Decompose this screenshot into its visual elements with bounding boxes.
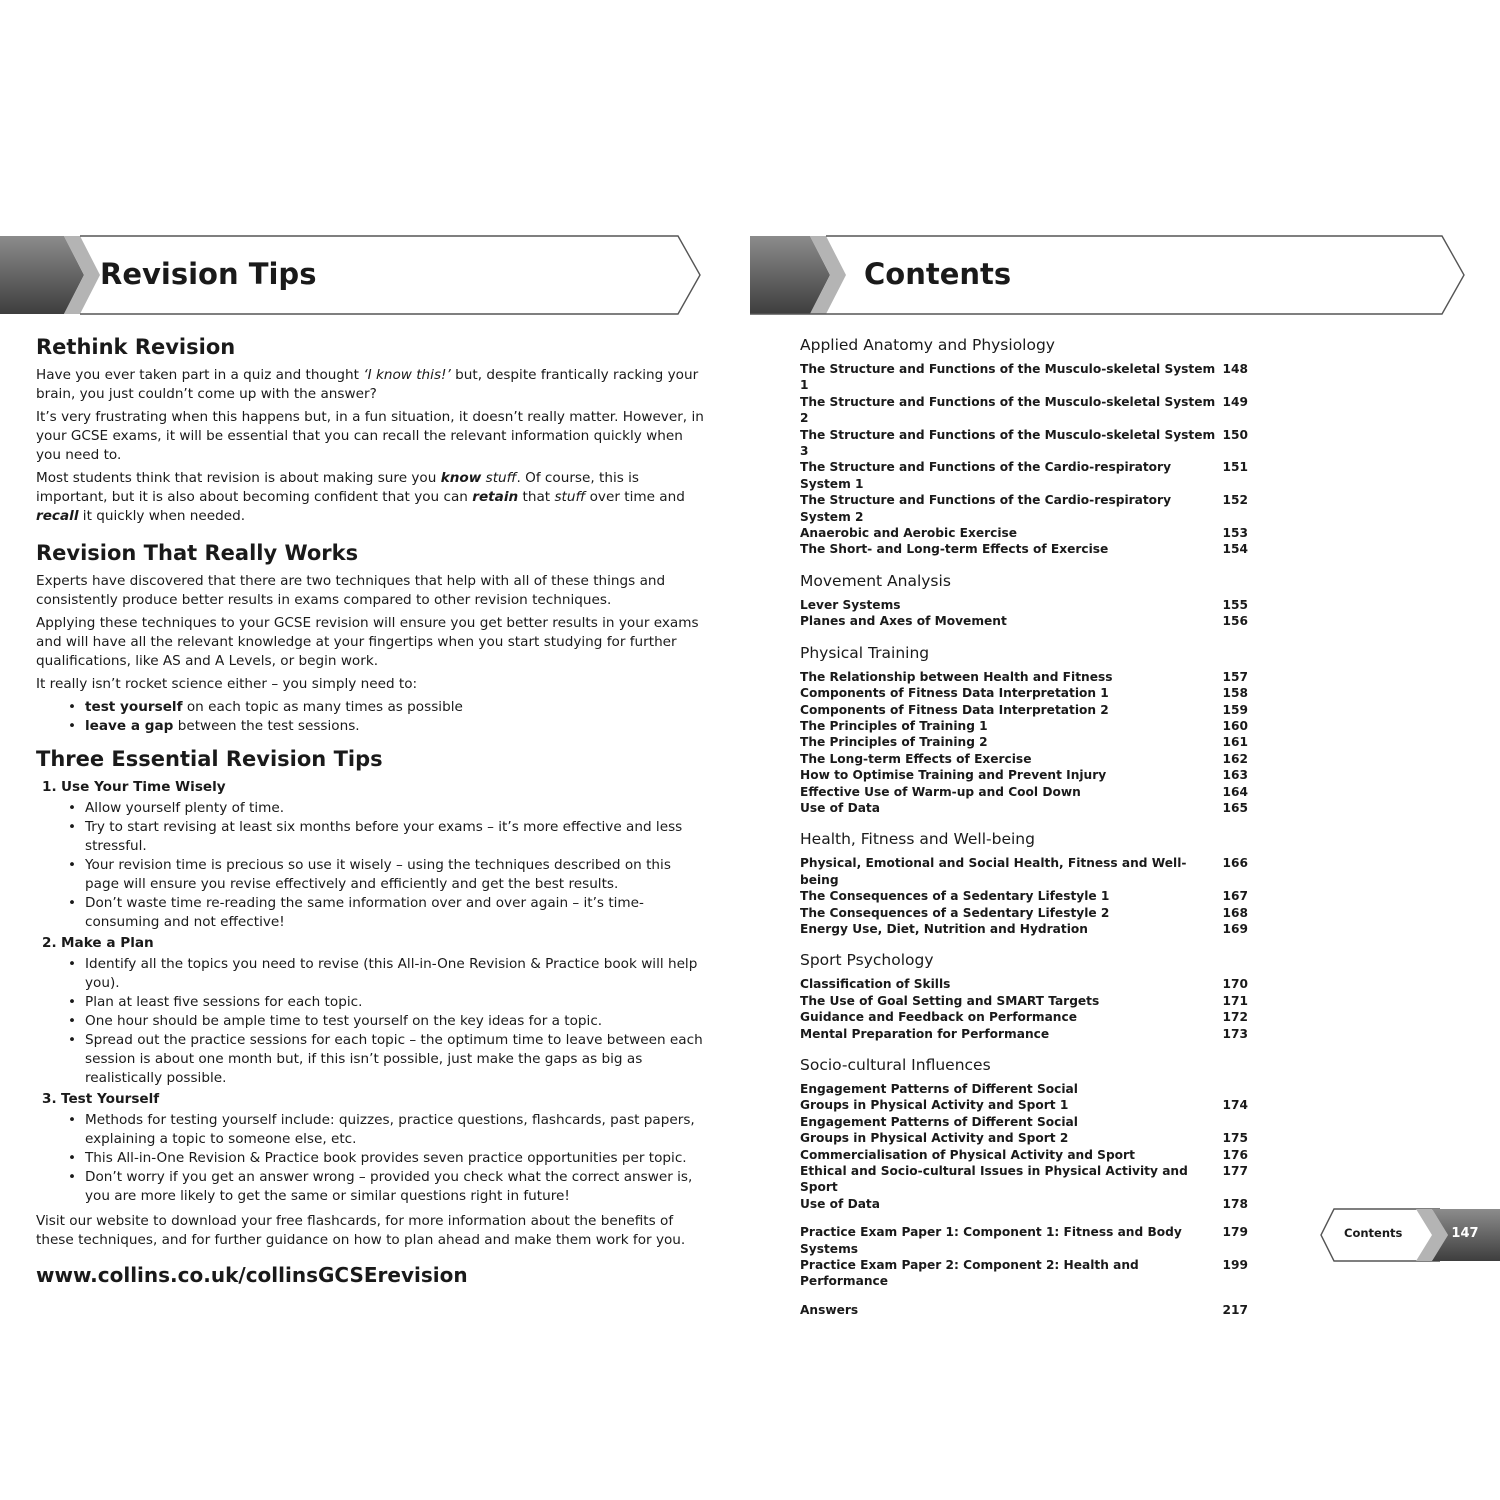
toc-entry-label: The Relationship between Health and Fitness	[800, 669, 1113, 684]
toc-entry[interactable]	[800, 855, 1248, 888]
paragraph	[36, 366, 708, 404]
contents-banner	[750, 235, 1466, 315]
technique-list	[36, 698, 708, 736]
toc-section	[800, 828, 1248, 937]
toc-page-number: 158	[1222, 686, 1248, 701]
quote-text: ‘I know this!’	[363, 367, 451, 383]
toc-entry[interactable]	[800, 1081, 1248, 1097]
toc-page-number: 177	[1222, 1164, 1248, 1179]
toc-page-number: 156	[1222, 614, 1248, 629]
toc-entry-label: Mental Preparation for Performance	[800, 1026, 1050, 1041]
list-item: • Your revision time is precious so use it wisely – using the techniques described on this page will ensure you revise effectively and efficiently and get the best results.	[85, 856, 708, 894]
toc-page-number: 152	[1222, 493, 1248, 508]
toc-entry-label: The Consequences of a Sedentary Lifestyle 1	[800, 889, 1110, 904]
toc-entry[interactable]	[800, 541, 1248, 557]
paragraph	[36, 469, 708, 526]
page-number: 147	[1451, 1226, 1479, 1241]
contents-column	[800, 334, 1248, 1318]
website-url[interactable]: www.collins.co.uk/collinsGCSErevision	[36, 1263, 468, 1287]
tab-label: Contents	[1344, 1226, 1403, 1240]
list-item: • Methods for testing yourself include: quizzes, practice questions, flashcards, past papers, explaining a topic to someone else, etc.	[85, 1111, 708, 1149]
toc-entry-label: Use of Data	[800, 1196, 880, 1211]
toc-entry-label: The Structure and Functions of the Cardio-respiratory System 1	[800, 460, 1172, 491]
list-item: • Don’t waste time re-reading the same information over and over again – it’s time-consuming and not effective!	[85, 894, 708, 932]
toc-entry[interactable]	[800, 921, 1248, 937]
toc-section-title: Socio-cultural Influences	[800, 1056, 991, 1074]
toc-entry-label: The Long-term Effects of Exercise	[800, 751, 1032, 766]
toc-entry-label: Classification of Skills	[800, 977, 951, 992]
toc-entry-label: Use of Data	[800, 800, 880, 815]
paragraph: Applying these techniques to your GCSE revision will ensure you get better results in your exams and will have all the relevant knowledge at your fingertips when you start studying for further qualifications, like AS and A Levels, or begin work.	[36, 615, 699, 669]
text: Have you ever taken part in a quiz and thought	[36, 367, 364, 383]
toc-entry[interactable]	[800, 1196, 1248, 1212]
toc-page-number: 217	[1222, 1302, 1248, 1317]
revision-tips-banner	[0, 235, 702, 315]
toc-page-number: 159	[1222, 702, 1248, 717]
toc-section	[800, 1054, 1248, 1212]
toc-entry-label: Components of Fitness Data Interpretation 2	[800, 702, 1109, 717]
toc-section-title: Movement Analysis	[800, 571, 951, 590]
toc-entry-label: Groups in Physical Activity and Sport 2	[800, 1131, 1069, 1146]
toc-entry[interactable]	[800, 394, 1248, 427]
tip-number: 1.	[42, 779, 57, 795]
emphasis-recall: recall	[36, 508, 79, 524]
toc-page-number	[1220, 1114, 1248, 1130]
toc-page-number	[1220, 1081, 1248, 1097]
toc-page-number: 169	[1222, 921, 1248, 936]
toc-entry-label: Engagement Patterns of Different Social	[800, 1114, 1078, 1129]
list-item: • Allow yourself plenty of time.	[85, 799, 708, 818]
emphasis-stuff: stuff	[485, 470, 517, 486]
toc-entry[interactable]	[800, 459, 1248, 492]
tip-bullets	[36, 799, 708, 932]
toc-entry-label: Anaerobic and Aerobic Exercise	[800, 526, 1018, 541]
toc-entry-label: Guidance and Feedback on Performance	[800, 1010, 1077, 1025]
toc-section-title: Applied Anatomy and Physiology	[800, 336, 1055, 354]
list-item	[85, 717, 708, 736]
toc-section	[800, 642, 1248, 817]
toc-page-number: 151	[1222, 460, 1248, 475]
toc-page-number: 179	[1222, 1225, 1248, 1240]
list-item: • Identify all the topics you need to revise (this All-in-One Revision & Practice book will help you).	[85, 955, 708, 993]
tip-bullets	[36, 1111, 708, 1206]
toc-entry-label: Effective Use of Warm-up and Cool Down	[800, 784, 1081, 799]
toc-page-number: 164	[1222, 784, 1248, 799]
toc-entry[interactable]	[800, 1026, 1248, 1042]
toc-page-number: 160	[1222, 718, 1248, 733]
emphasis-stuff: stuff	[554, 489, 586, 505]
tip-title: Test Yourself	[61, 1091, 160, 1107]
toc-entry[interactable]	[800, 1163, 1248, 1196]
text: it quickly when needed.	[78, 508, 246, 524]
section-heading-three-tips: Three Essential Revision Tips	[36, 747, 383, 771]
toc-entry-label: The Principles of Training 2	[800, 735, 988, 750]
toc-entry[interactable]	[800, 613, 1248, 629]
toc-page-number: 167	[1222, 889, 1248, 904]
emphasis-know: know	[440, 470, 482, 486]
list-item: • Try to start revising at least six months before your exams – it’s more effective and less stressful.	[85, 818, 708, 856]
revision-tips-column	[36, 334, 708, 1288]
toc-entry[interactable]	[800, 427, 1248, 460]
toc-page-number: 163	[1222, 768, 1248, 783]
tip-heading	[42, 934, 708, 953]
tip-heading	[42, 1090, 708, 1109]
toc-page-number: 150	[1222, 427, 1248, 442]
text: between the test sessions.	[173, 718, 360, 734]
toc-page-number: 165	[1222, 800, 1248, 815]
list-item: • Don’t worry if you get an answer wrong – provided you check what the correct answer is, you are more likely to get the same or similar questions right in future!	[85, 1168, 708, 1206]
toc-entry[interactable]	[800, 751, 1248, 767]
section-heading-rethink: Rethink Revision	[36, 335, 236, 359]
page-title: Revision Tips	[100, 257, 317, 291]
toc-entry-label: Energy Use, Diet, Nutrition and Hydration	[800, 921, 1088, 936]
list-item: • This All-in-One Revision & Practice book provides seven practice opportunities per topic.	[85, 1149, 708, 1168]
toc-entry[interactable]	[800, 597, 1248, 613]
toc-entry-label: The Principles of Training 1	[800, 718, 988, 733]
banner-chevron-graphic	[750, 235, 1466, 315]
list-item: • Plan at least five sessions for each topic.	[85, 993, 708, 1012]
toc-entry[interactable]	[800, 800, 1248, 816]
toc-entry-label: Lever Systems	[800, 597, 901, 612]
toc-page-number: 166	[1222, 856, 1248, 871]
tip-number: 2.	[42, 935, 57, 951]
toc-entry-label: Commercialisation of Physical Activity and Sport	[800, 1147, 1135, 1162]
toc-page-number: 148	[1222, 362, 1248, 376]
toc-section-title: Health, Fitness and Well-being	[800, 830, 1035, 849]
toc-entry[interactable]	[800, 702, 1248, 718]
text: over time and	[585, 489, 685, 505]
toc-page-number: 157	[1222, 669, 1248, 684]
toc-page-number: 154	[1222, 542, 1248, 557]
toc-page-number: 168	[1222, 905, 1248, 920]
toc-page-number: 199	[1222, 1258, 1248, 1273]
toc-entry-label: Components of Fitness Data Interpretation 1	[800, 686, 1109, 701]
toc-entry-label: Groups in Physical Activity and Sport 1	[800, 1098, 1069, 1113]
toc-page-number: 176	[1222, 1147, 1248, 1162]
toc-entry-label: Planes and Axes of Movement	[800, 614, 1007, 629]
paragraph: It really isn’t rocket science either – you simply need to:	[36, 676, 418, 692]
toc-entry[interactable]	[800, 767, 1248, 783]
toc-entry-label: Physical, Emotional and Social Health, Fitness and Well-being	[800, 856, 1187, 887]
toc-section	[800, 949, 1248, 1042]
toc-entry[interactable]	[800, 976, 1248, 992]
toc-entry-label: Practice Exam Paper 2: Component 2: Health and Performance	[800, 1258, 1139, 1289]
toc-entry[interactable]	[800, 1130, 1248, 1146]
toc-page-number: 161	[1222, 735, 1248, 750]
contents-title: Contents	[864, 257, 1012, 291]
toc-entry[interactable]	[800, 1114, 1248, 1130]
toc-page-number: 162	[1222, 751, 1248, 766]
text: on each topic as many times as possible	[182, 699, 463, 715]
closing-paragraph: Visit our website to download your free flashcards, for more information about the benefits of these techniques, and for further guidance on how to plan ahead and make them work for you.	[36, 1213, 686, 1248]
toc-page-number: 174	[1222, 1098, 1248, 1113]
list-item	[85, 698, 708, 717]
toc-entry[interactable]	[800, 1097, 1248, 1113]
toc-entry-label: Ethical and Socio-cultural Issues in Physical Activity and Sport	[800, 1164, 1188, 1195]
toc-entry[interactable]	[800, 1147, 1248, 1163]
toc-page-number: 171	[1222, 993, 1248, 1008]
bold-text: test yourself	[85, 699, 183, 715]
toc-page-number: 153	[1222, 526, 1248, 541]
tip-title: Make a Plan	[61, 935, 154, 951]
toc-entry-label: The Structure and Functions of the Musculo-skeletal System 1	[800, 362, 1216, 393]
toc-entry[interactable]	[800, 734, 1248, 750]
toc-entry[interactable]	[800, 1009, 1248, 1025]
text: but, despite frantically racking your brain, you just couldn’t come up with the answer?	[36, 367, 699, 402]
tip-bullets	[36, 955, 708, 1088]
toc-entry-label: The Structure and Functions of the Cardio-respiratory System 2	[800, 493, 1172, 524]
toc-entry[interactable]	[800, 685, 1248, 701]
text: . Of course, this is important, but it is also about becoming confident that you can	[36, 470, 640, 505]
toc-entry-label: Answers	[800, 1302, 859, 1317]
toc-entry[interactable]	[800, 1257, 1248, 1290]
toc-page-number: 178	[1222, 1196, 1248, 1211]
toc-page-number: 170	[1222, 977, 1248, 992]
toc-entry[interactable]	[800, 525, 1248, 541]
toc-entry[interactable]	[800, 1224, 1248, 1257]
page-number-tab	[1320, 1208, 1500, 1262]
toc-page-number: 149	[1222, 394, 1248, 409]
paragraph: Experts have discovered that there are two techniques that help with all of these things and consistently produce better results in exams compared to other revision techniques.	[36, 573, 666, 608]
toc-entry[interactable]	[800, 718, 1248, 734]
paragraph: It’s very frustrating when this happens but, in a fun situation, it doesn’t really matter. However, in your GCSE exams, it will be essential that you can recall the relevant information quickly when you need to.	[36, 409, 704, 463]
toc-entry-label: The Consequences of a Sedentary Lifestyle 2	[800, 905, 1110, 920]
tip-title: Use Your Time Wisely	[61, 779, 226, 795]
toc-entry-label: The Use of Goal Setting and SMART Targets	[800, 993, 1100, 1008]
tip-heading	[42, 778, 708, 797]
toc-section-title: Sport Psychology	[800, 951, 934, 970]
toc-page-number: 172	[1222, 1010, 1248, 1025]
toc-entry[interactable]	[800, 784, 1248, 800]
emphasis-retain: retain	[472, 489, 519, 505]
toc-entry-label: Engagement Patterns of Different Social	[800, 1082, 1078, 1096]
toc-exam-papers	[800, 1224, 1248, 1290]
text: Most students think that revision is about making sure you	[36, 470, 441, 486]
toc-page-number: 175	[1222, 1131, 1248, 1146]
toc-entry-label: The Short- and Long-term Effects of Exercise	[800, 542, 1109, 557]
toc-section	[800, 334, 1248, 558]
toc-section	[800, 570, 1248, 630]
toc-entry[interactable]	[800, 905, 1248, 921]
bold-text: leave a gap	[85, 718, 174, 734]
toc-page-number: 173	[1222, 1026, 1248, 1041]
toc-section-title: Physical Training	[800, 643, 930, 662]
toc-entry-label: The Structure and Functions of the Musculo-skeletal System 3	[800, 427, 1216, 459]
list-item: • Spread out the practice sessions for each topic – the optimum time to leave between each session is about one month but, if this isn’t possible, just make the gaps as big as realistically possible.	[85, 1031, 708, 1088]
list-item: • One hour should be ample time to test yourself on the key ideas for a topic.	[85, 1012, 708, 1031]
toc-entry[interactable]	[800, 669, 1248, 685]
toc-entry[interactable]	[800, 993, 1248, 1009]
toc-entry[interactable]	[800, 492, 1248, 525]
toc-entry-label: The Structure and Functions of the Musculo-skeletal System 2	[800, 394, 1216, 426]
toc-entry[interactable]	[800, 888, 1248, 904]
toc-entry-label: How to Optimise Training and Prevent Injury	[800, 768, 1107, 783]
text: that	[518, 489, 555, 505]
section-heading-works: Revision That Really Works	[36, 541, 359, 565]
toc-entry-label: Practice Exam Paper 1: Component 1: Fitness and Body Systems	[800, 1225, 1182, 1256]
toc-answers[interactable]	[800, 1302, 1248, 1318]
toc-page-number: 155	[1222, 597, 1248, 612]
toc-entry[interactable]	[800, 361, 1248, 394]
tip-number: 3.	[42, 1091, 57, 1107]
